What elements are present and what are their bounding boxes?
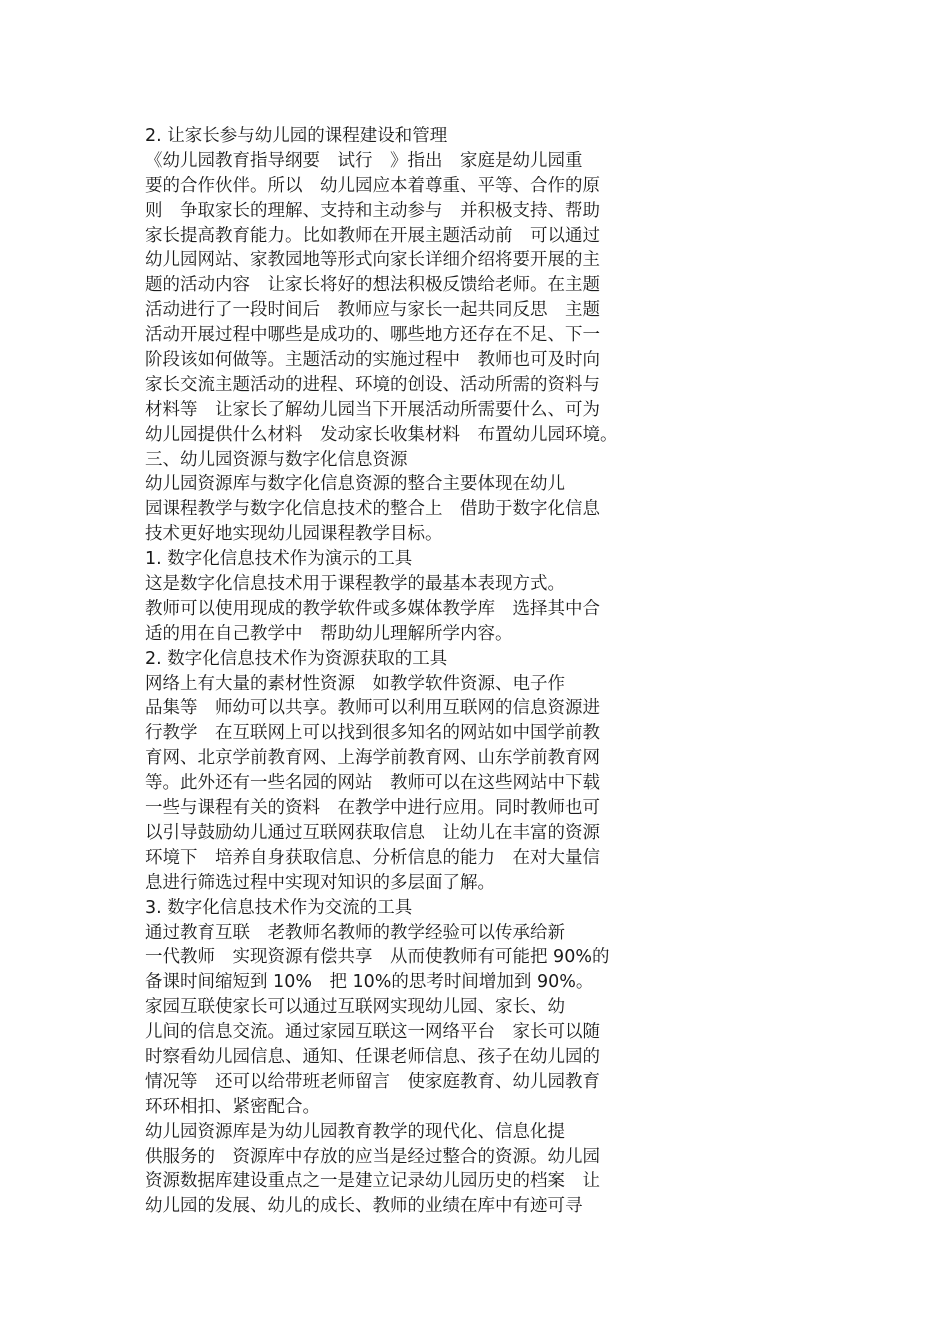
text-line: 一些与课程有关的资料 在教学中进行应用。同时教师也可 bbox=[145, 798, 600, 819]
text-line: 环境下 培养自身获取信息、分析信息的能力 在对大量信 bbox=[145, 847, 600, 868]
text-line: 通过教育互联 老教师名教师的教学经验可以传承给新 bbox=[145, 922, 565, 943]
text-line: 《幼儿园教育指导纲要 试行 》指出 家庭是幼儿园重 bbox=[145, 150, 583, 171]
text-line: 幼儿园提供什么材料 发动家长收集材料 布置幼儿园环境。 bbox=[145, 424, 618, 445]
text-line: 1. 数字化信息技术作为演示的工具 bbox=[145, 549, 413, 570]
document-body bbox=[145, 124, 665, 1219]
text-line: 阶段该如何做等。主题活动的实施过程中 教师也可及时向 bbox=[145, 350, 600, 371]
text-line: 三、幼儿园资源与数字化信息资源 bbox=[145, 449, 408, 470]
text-line: 资源数据库建设重点之一是建立记录幼儿园历史的档案 让 bbox=[145, 1171, 600, 1192]
text-line: 要的合作伙伴。所以 幼儿园应本着尊重、平等、合作的原 bbox=[145, 175, 600, 196]
text-line: 活动开展过程中哪些是成功的、哪些地方还存在不足、下一 bbox=[145, 325, 600, 346]
text-line: 家长提高教育能力。比如教师在开展主题活动前 可以通过 bbox=[145, 225, 600, 246]
text-line: 供服务的 资源库中存放的应当是经过整合的资源。幼儿园 bbox=[145, 1146, 600, 1167]
text-line: 息进行筛选过程中实现对知识的多层面了解。 bbox=[145, 872, 495, 893]
text-line: 这是数字化信息技术用于课程教学的最基本表现方式。 bbox=[145, 574, 565, 595]
text-line: 园课程教学与数字化信息技术的整合上 借助于数字化信息 bbox=[145, 499, 600, 520]
text-line: 幼儿园的发展、幼儿的成长、教师的业绩在库中有迹可寻 bbox=[145, 1196, 583, 1217]
text-line: 幼儿园资源库与数字化信息资源的整合主要体现在幼儿 bbox=[145, 474, 565, 495]
text-line: 适的用在自己教学中 帮助幼儿理解所学内容。 bbox=[145, 623, 513, 644]
text-line: 3. 数字化信息技术作为交流的工具 bbox=[145, 897, 413, 918]
text-line: 幼儿园网站、家教园地等形式向家长详细介绍将要开展的主 bbox=[145, 250, 600, 271]
text-line: 家长交流主题活动的进程、环境的创设、活动所需的资料与 bbox=[145, 374, 600, 395]
text-line: 等。此外还有一些名园的网站 教师可以在这些网站中下载 bbox=[145, 773, 600, 794]
text-line: 网络上有大量的素材性资源 如教学软件资源、电子作 bbox=[145, 673, 565, 694]
text-line: 2. 让家长参与幼儿园的课程建设和管理 bbox=[145, 126, 448, 146]
text-line: 家园互联使家长可以通过互联网实现幼儿园、家长、幼 bbox=[145, 997, 565, 1018]
text-line: 儿间的信息交流。通过家园互联这一网络平台 家长可以随 bbox=[145, 1022, 600, 1043]
text-line: 题的活动内容 让家长将好的想法积极反馈给老师。在主题 bbox=[145, 275, 600, 296]
text-line: 2. 数字化信息技术作为资源获取的工具 bbox=[145, 648, 448, 669]
text-line: 时察看幼儿园信息、通知、任课老师信息、孩子在幼儿园的 bbox=[145, 1046, 600, 1067]
text-line: 则 争取家长的理解、支持和主动参与 并积极支持、帮助 bbox=[145, 200, 600, 221]
text-line: 幼儿园资源库是为幼儿园教育教学的现代化、信息化提 bbox=[145, 1121, 565, 1142]
text-line: 材料等 让家长了解幼儿园当下开展活动所需要什么、可为 bbox=[145, 399, 600, 420]
text-line: 育网、北京学前教育网、上海学前教育网、山东学前教育网 bbox=[145, 748, 600, 769]
text-line: 一代教师 实现资源有偿共享 从而使教师有可能把 90%的 bbox=[145, 947, 610, 968]
text-line: 备课时间缩短到 10% 把 10%的思考时间增加到 90%。 bbox=[145, 972, 594, 993]
text-line: 教师可以使用现成的教学软件或多媒体教学库 选择其中合 bbox=[145, 598, 600, 619]
text-line: 以引导鼓励幼儿通过互联网获取信息 让幼儿在丰富的资源 bbox=[145, 822, 600, 843]
text-line: 行教学 在互联网上可以找到很多知名的网站如中国学前教 bbox=[145, 723, 600, 744]
text-line: 情况等 还可以给带班老师留言 使家庭教育、幼儿园教育 bbox=[145, 1071, 600, 1092]
text-line: 环环相扣、紧密配合。 bbox=[145, 1096, 320, 1117]
text-line: 品集等 师幼可以共享。教师可以利用互联网的信息资源进 bbox=[145, 698, 600, 719]
text-line: 活动进行了一段时间后 教师应与家长一起共同反思 主题 bbox=[145, 300, 600, 321]
text-line: 技术更好地实现幼儿园课程教学目标。 bbox=[145, 524, 443, 545]
